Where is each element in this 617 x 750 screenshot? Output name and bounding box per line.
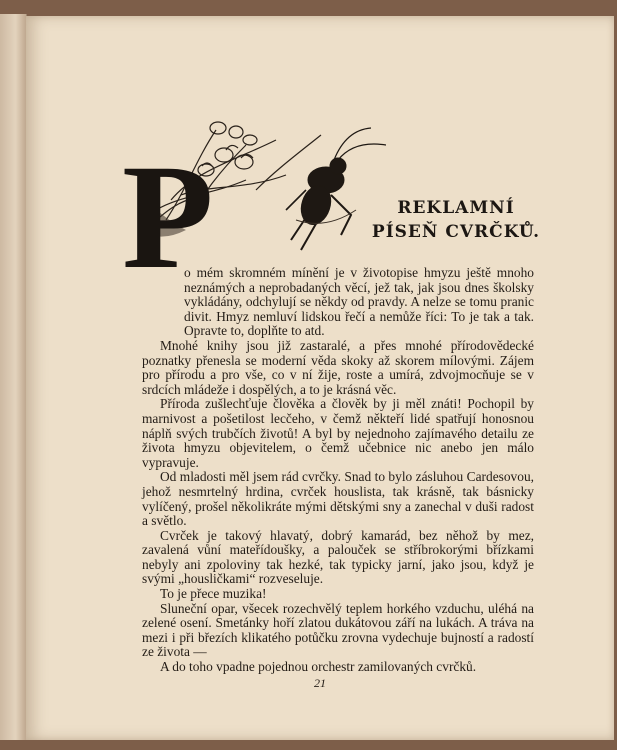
page-number: 21 <box>314 676 326 690</box>
chapter-title-line-2: PÍSEŇ CVRČKŮ. <box>371 222 541 242</box>
paragraph-1: o mém skromném mínění je v životopise hmyzu ještě mnoho neznámých a neprobadaných věcí, jež tak, jak jsou dnes školsky vykládány, odchylují se někdy od pravdy. A nelze se tomu pranic divit. Hmyz nemluví lidskou řečí a nemůže říci: To je tak a tak. Opravte to, doplňte to atd. <box>184 265 534 339</box>
paragraph-3: Příroda zušlechťuje člověka a člověk by ji měl znáti! Pochopil by marnivost a pošetilost lecčeho, v čemž někteří lidé spatřují honosnou náplň svých trubčích životů! A byl by nejednoho zajímavého detailu ze života hmyzu objevitelem, o čemž učebnice nic anebo jen málo vypravuje. <box>142 396 534 470</box>
drop-cap-letter: P <box>122 134 214 300</box>
chapter-title <box>366 196 546 244</box>
left-page-edge <box>0 14 27 740</box>
paragraph-8: A do toho vpadne pojednou orchestr zamilovaných cvrčků. <box>160 659 477 675</box>
paragraph-7: Sluneční opar, všecek rozechvělý teplem horkého vzduchu, uléhá na zelené osení. Smetánky hoří zlatou dukátovou září na lukách. A tráva na mezi i při březích klikatého potůčku zrovna vydechuje bujností a radostí ze života — <box>142 600 534 660</box>
body-text <box>142 266 534 675</box>
paragraph-5: Cvrček je takový hlavatý, dobrý kamarád, bez něhož by mez, zavalená vůní mateřídoušky, a palouček se stříbrokorými břízkami nebyly ani zpoloviny tak hezké, tak typicky jarní, jako jsou, když je svými „housličkami“ rozveseluje. <box>142 527 534 587</box>
paragraph-2: Mnohé knihy jsou již zastaralé, a přes mnohé přírodovědecké poznatky přenesla se moderní věda skoky až skorem mílovými. Zájem pro přírodu a pro vše, co v ní žije, roste a umírá, zdvojmocňuje se v srdcích mládeže i dospělých, a to je krásná věc. <box>142 337 534 397</box>
book-page <box>26 16 614 740</box>
paragraph-4: Od mladosti měl jsem rád cvrčky. Snad to bylo zásluhou Cardesovou, jehož nesmrtelný hrdina, cvrček houslista, tak krásně, tak básnicky vylíčený, prošel několikráte mými dětskými sny a zanechal v duši radost a světlo. <box>142 469 534 529</box>
chapter-title-line-1: REKLAMNÍ <box>397 198 515 218</box>
paragraph-6: To je přece muzika! <box>160 586 267 602</box>
